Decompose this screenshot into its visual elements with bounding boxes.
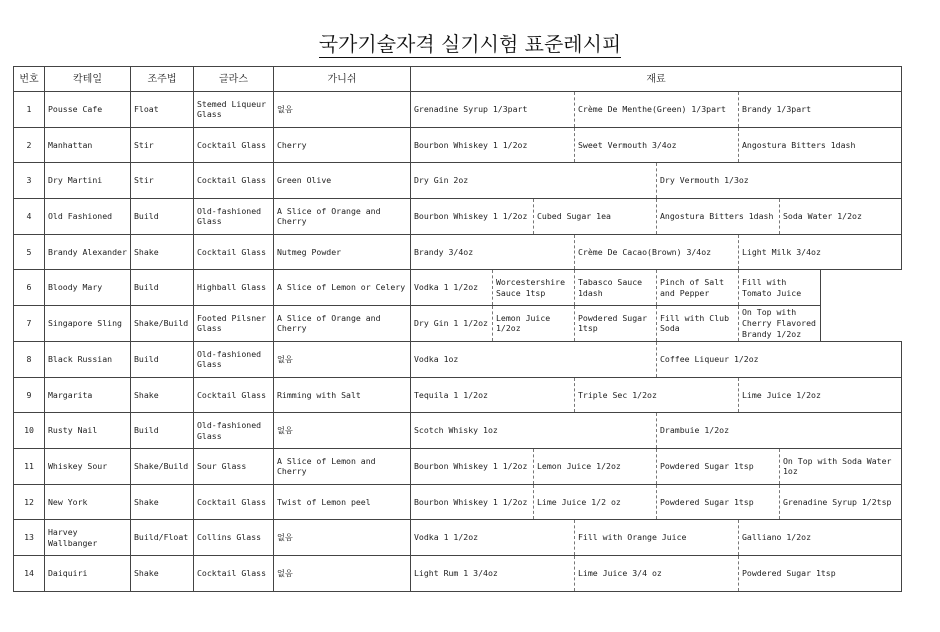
cell-garnish: 없음: [274, 413, 411, 449]
cell-cocktail: Bloody Mary: [45, 270, 131, 306]
header-ingredients: 재료: [411, 67, 902, 92]
cell-cocktail: Harvey Wallbanger: [45, 520, 131, 556]
cell-ingredient: Vodka 1oz: [411, 341, 657, 377]
cell-no: 3: [14, 163, 45, 199]
cell-garnish: 없음: [274, 555, 411, 591]
cell-cocktail: New York: [45, 484, 131, 520]
table-row: [14, 127, 902, 163]
cell-ingredient: Powdered Sugar 1tsp: [657, 448, 780, 484]
cell-glass: Collins Glass: [194, 520, 274, 556]
cell-cocktail: Rusty Nail: [45, 413, 131, 449]
cell-ingredient: Bourbon Whiskey 1 1/2oz: [411, 199, 534, 235]
cell-ingredient: Grenadine Syrup 1/2tsp: [780, 484, 902, 520]
recipe-table: [13, 66, 902, 592]
cell-glass: Sour Glass: [194, 448, 274, 484]
header-glass: 글라스: [194, 67, 274, 92]
cell-no: 7: [14, 306, 45, 342]
table-row: [14, 234, 902, 270]
cell-method: Float: [131, 92, 194, 128]
cell-ingredient: Cubed Sugar 1ea: [534, 199, 657, 235]
cell-no: 2: [14, 127, 45, 163]
cell-cocktail: Dry Martini: [45, 163, 131, 199]
cell-ingredient: Lime Juice 3/4 oz: [575, 555, 739, 591]
cell-ingredient: Drambuie 1/2oz: [657, 413, 902, 449]
cell-glass: Footed Pilsner Glass: [194, 306, 274, 342]
cell-ingredient: Crème De Cacao(Brown) 3/4oz: [575, 234, 739, 270]
header-no: 번호: [14, 67, 45, 92]
cell-garnish: A Slice of Orange and Cherry: [274, 199, 411, 235]
cell-ingredient: Soda Water 1/2oz: [780, 199, 902, 235]
cell-glass: Old-fashioned Glass: [194, 199, 274, 235]
document-title-text: 국가기술자격 실기시험 표준레시피: [318, 32, 622, 56]
document-title: [0, 28, 940, 57]
cell-garnish: Twist of Lemon peel: [274, 484, 411, 520]
cell-cocktail: Old Fashioned: [45, 199, 131, 235]
cell-no: 11: [14, 448, 45, 484]
cell-cocktail: Manhattan: [45, 127, 131, 163]
cell-no: 5: [14, 234, 45, 270]
cell-ingredient: Bourbon Whiskey 1 1/2oz: [411, 484, 534, 520]
cell-glass: Highball Glass: [194, 270, 274, 306]
cell-garnish: Nutmeg Powder: [274, 234, 411, 270]
cell-ingredient: Powdered Sugar 1tsp: [739, 555, 902, 591]
table-row: [14, 377, 902, 413]
header-cocktail: 칵테일: [45, 67, 131, 92]
cell-cocktail: Whiskey Sour: [45, 448, 131, 484]
cell-ingredient: Light Milk 3/4oz: [739, 234, 902, 270]
table-row: [14, 163, 902, 199]
cell-method: Shake: [131, 234, 194, 270]
cell-garnish: 없음: [274, 341, 411, 377]
cell-garnish: Green Olive: [274, 163, 411, 199]
cell-ingredient: Dry Vermouth 1/3oz: [657, 163, 902, 199]
cell-method: Build: [131, 270, 194, 306]
cell-ingredient: Powdered Sugar 1tsp: [575, 306, 657, 342]
cell-glass: Old-fashioned Glass: [194, 413, 274, 449]
cell-no: 13: [14, 520, 45, 556]
cell-method: Shake: [131, 377, 194, 413]
cell-glass: Cocktail Glass: [194, 484, 274, 520]
cell-no: 14: [14, 555, 45, 591]
cell-ingredient: Pinch of Salt and Pepper: [657, 270, 739, 306]
cell-no: 8: [14, 341, 45, 377]
table-row: [14, 306, 902, 342]
table-row: [14, 555, 902, 591]
cell-cocktail: Singapore Sling: [45, 306, 131, 342]
cell-method: Shake: [131, 484, 194, 520]
cell-method: Shake/Build: [131, 306, 194, 342]
cell-ingredient: Angostura Bitters 1dash: [657, 199, 780, 235]
cell-ingredient: Lime Juice 1/2 oz: [534, 484, 657, 520]
cell-cocktail: Margarita: [45, 377, 131, 413]
cell-cocktail: Black Russian: [45, 341, 131, 377]
cell-no: 1: [14, 92, 45, 128]
table-row: [14, 270, 902, 306]
cell-garnish: A Slice of Lemon and Cherry: [274, 448, 411, 484]
cell-garnish: A Slice of Orange and Cherry: [274, 306, 411, 342]
cell-ingredient: Scotch Whisky 1oz: [411, 413, 657, 449]
cell-no: 12: [14, 484, 45, 520]
cell-ingredient: Worcestershire Sauce 1tsp: [493, 270, 575, 306]
cell-garnish: Rimming with Salt: [274, 377, 411, 413]
cell-method: Shake/Build: [131, 448, 194, 484]
cell-cocktail: Pousse Cafe: [45, 92, 131, 128]
cell-ingredient: Tabasco Sauce 1dash: [575, 270, 657, 306]
cell-method: Stir: [131, 163, 194, 199]
cell-garnish: 없음: [274, 520, 411, 556]
cell-glass: Cocktail Glass: [194, 234, 274, 270]
cell-ingredient: Dry Gin 2oz: [411, 163, 657, 199]
cell-ingredient: Brandy 3/4oz: [411, 234, 575, 270]
table-row: [14, 520, 902, 556]
cell-ingredient: On Top with Soda Water 1oz: [780, 448, 902, 484]
cell-ingredient: Fill with Orange Juice: [575, 520, 739, 556]
cell-ingredient: Dry Gin 1 1/2oz: [411, 306, 493, 342]
cell-ingredient: Sweet Vermouth 3/4oz: [575, 127, 739, 163]
cell-ingredient: Triple Sec 1/2oz: [575, 377, 739, 413]
table-row: [14, 92, 902, 128]
table-row: [14, 341, 902, 377]
cell-ingredient: Lemon Juice 1/2oz: [534, 448, 657, 484]
cell-cocktail: Daiquiri: [45, 555, 131, 591]
cell-ingredient: Fill with Tomato Juice: [739, 270, 821, 306]
table-header-row: [14, 67, 902, 92]
cell-ingredient: Tequila 1 1/2oz: [411, 377, 575, 413]
table-row: [14, 484, 902, 520]
cell-garnish: A Slice of Lemon or Celery: [274, 270, 411, 306]
cell-no: 9: [14, 377, 45, 413]
cell-method: Build: [131, 413, 194, 449]
header-method: 조주법: [131, 67, 194, 92]
cell-ingredient: On Top with Cherry Flavored Brandy 1/2oz: [739, 306, 821, 342]
cell-ingredient: Powdered Sugar 1tsp: [657, 484, 780, 520]
cell-method: Stir: [131, 127, 194, 163]
cell-no: 4: [14, 199, 45, 235]
cell-garnish: Cherry: [274, 127, 411, 163]
cell-ingredient: Vodka 1 1/2oz: [411, 520, 575, 556]
cell-glass: Old-fashioned Glass: [194, 341, 274, 377]
header-garnish: 가니쉬: [274, 67, 411, 92]
cell-no: 6: [14, 270, 45, 306]
cell-ingredient: Galliano 1/2oz: [739, 520, 902, 556]
cell-glass: Cocktail Glass: [194, 377, 274, 413]
cell-no: 10: [14, 413, 45, 449]
cell-glass: Cocktail Glass: [194, 127, 274, 163]
cell-ingredient: Brandy 1/3part: [739, 92, 902, 128]
cell-ingredient: Lemon Juice 1/2oz: [493, 306, 575, 342]
table-row: [14, 413, 902, 449]
cell-glass: Stemed Liqueur Glass: [194, 92, 274, 128]
recipe-table-body: [14, 92, 902, 592]
cell-ingredient: Bourbon Whiskey 1 1/2oz: [411, 127, 575, 163]
table-row: [14, 199, 902, 235]
cell-cocktail: Brandy Alexander: [45, 234, 131, 270]
cell-ingredient: Lime Juice 1/2oz: [739, 377, 902, 413]
cell-ingredient: Coffee Liqueur 1/2oz: [657, 341, 902, 377]
cell-ingredient: Crème De Menthe(Green) 1/3part: [575, 92, 739, 128]
cell-method: Build: [131, 199, 194, 235]
cell-ingredient: Vodka 1 1/2oz: [411, 270, 493, 306]
cell-ingredient: Angostura Bitters 1dash: [739, 127, 902, 163]
cell-ingredient: Fill with Club Soda: [657, 306, 739, 342]
table-row: [14, 448, 902, 484]
cell-method: Build/Float: [131, 520, 194, 556]
cell-ingredient: Grenadine Syrup 1/3part: [411, 92, 575, 128]
cell-ingredient: Bourbon Whiskey 1 1/2oz: [411, 448, 534, 484]
cell-glass: Cocktail Glass: [194, 555, 274, 591]
cell-glass: Cocktail Glass: [194, 163, 274, 199]
cell-garnish: 없음: [274, 92, 411, 128]
cell-ingredient: Light Rum 1 3/4oz: [411, 555, 575, 591]
cell-method: Shake: [131, 555, 194, 591]
cell-method: Build: [131, 341, 194, 377]
